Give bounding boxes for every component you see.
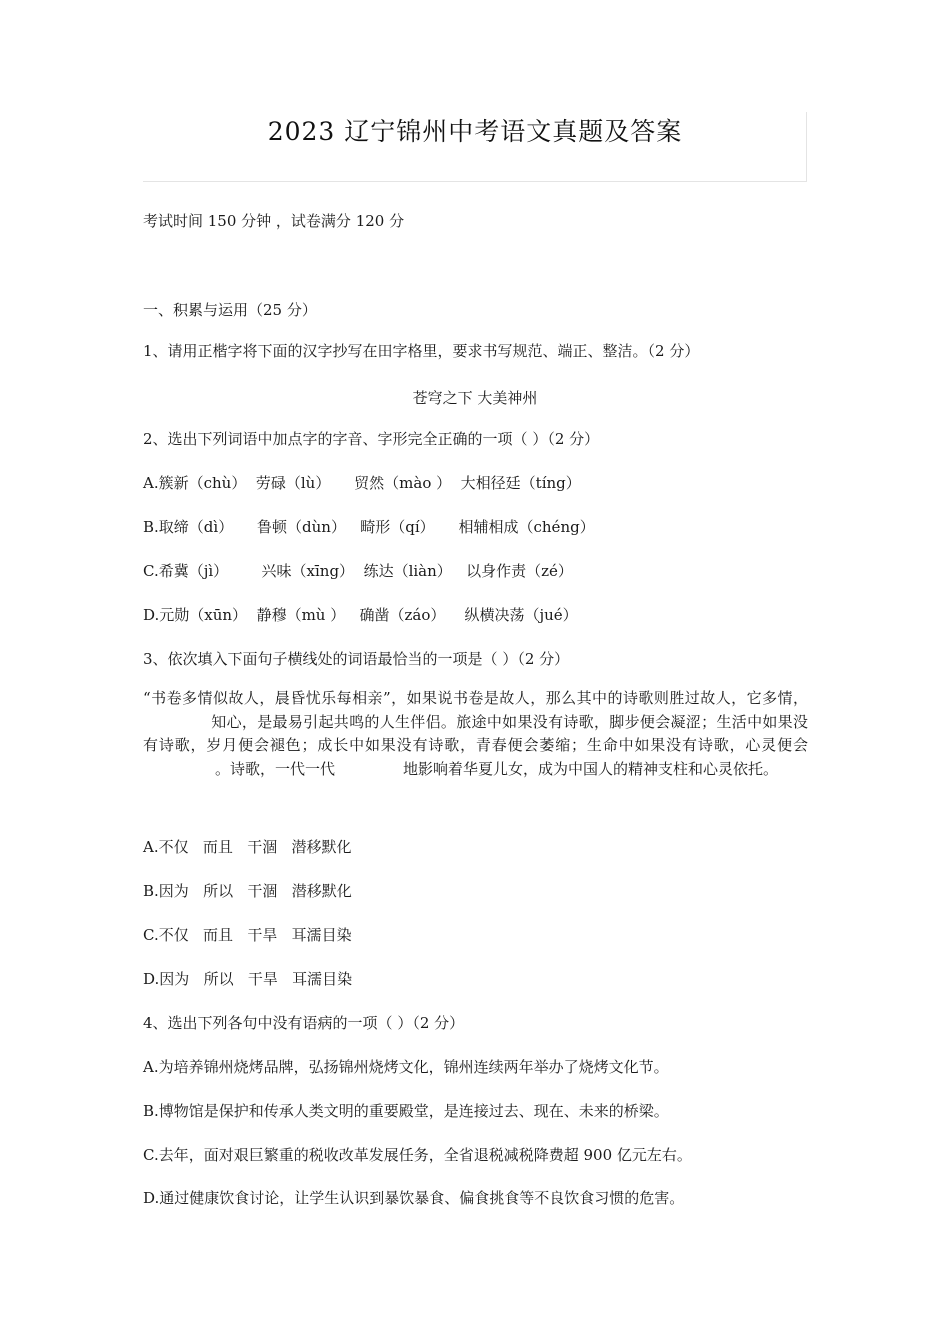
section-heading: 一、积累与运用（25 分）	[143, 301, 317, 319]
question-3-option-a: A.不仅 而且 干涸 潜移默化	[143, 838, 352, 856]
question-2-option-c: C.希冀（jì） 兴味（xīng） 练达（liàn） 以身作责（zé）	[143, 562, 573, 580]
title-divider-vertical	[806, 112, 807, 181]
question-4-option-a: A.为培养锦州烧烤品牌，弘扬锦州烧烤文化，锦州连续两年举办了烧烤文化节。	[143, 1058, 669, 1076]
passage-part-2: 知心，是最易引起共鸣的人生伴侣。旅途中如果没有诗歌，脚步便会凝涩；生活中如果没有诗歌，岁月便会褪色；成长中如果没有诗歌，青春便会萎缩；生命中如果没有诗歌，心灵便会	[143, 712, 808, 754]
document-title: 2023 辽宁锦州中考语文真题及答案	[267, 117, 683, 146]
passage-part-1: “书卷多情似故人，晨昏忧乐每相亲”，如果说书卷是故人，那么其中的诗歌则胜过故人，它多情，	[143, 689, 808, 707]
question-2-stem: 2、选出下列词语中加点字的字音、字形完全正确的一项（ ）（2 分）	[143, 430, 600, 448]
question-4-option-d: D.通过健康饮食讨论，让学生认识到暴饮暴食、偏食挑食等不良饮食习惯的危害。	[143, 1189, 685, 1207]
question-2-option-b: B.取缔（dì） 鲁顿（dùn） 畸形（qí） 相辅相成（chéng）	[143, 518, 595, 536]
question-1-stem: 1、请用正楷字将下面的汉字抄写在田字格里，要求书写规范、端正、整洁。（2 分）	[143, 342, 700, 360]
question-2-option-a: A.簇新（chù） 劳碌（lù） 贸然（mào ） 大相径廷（tíng）	[143, 474, 581, 492]
title-divider	[143, 181, 807, 182]
exam-info: 考试时间 150 分钟 ，试卷满分 120 分	[143, 212, 405, 230]
question-3-option-c: C.不仅 而且 干旱 耳濡目染	[143, 926, 352, 944]
question-4-option-c: C.去年，面对艰巨繁重的税收改革发展任务，全省退税减税降费超 900 亿元左右。	[143, 1146, 692, 1164]
question-3-stem: 3、依次填入下面句子横线处的词语最恰当的一项是（ ）（2 分）	[143, 650, 570, 668]
question-2-option-d: D.元勋（xūn） 静穆（mù ） 确凿（záo） 纵横决荡（jué）	[143, 606, 578, 624]
question-3-option-d: D.因为 所以 干旱 耳濡目染	[143, 970, 353, 988]
question-4-stem: 4、选出下列各句中没有语病的一项（ ）（2 分）	[143, 1014, 465, 1032]
question-3-passage	[143, 687, 808, 781]
question-3-option-b: B.因为 所以 干涸 潜移默化	[143, 882, 352, 900]
passage-part-3: 。诗歌，一代一代	[215, 759, 336, 778]
passage-part-4: 地影响着华夏儿女，成为中国人的精神支柱和心灵依托。	[403, 759, 779, 778]
question-4-option-b: B.博物馆是保护和传承人类文明的重要殿堂，是连接过去、现在、未来的桥梁。	[143, 1102, 669, 1120]
question-1-text: 苍穹之下 大美神州	[412, 389, 538, 407]
